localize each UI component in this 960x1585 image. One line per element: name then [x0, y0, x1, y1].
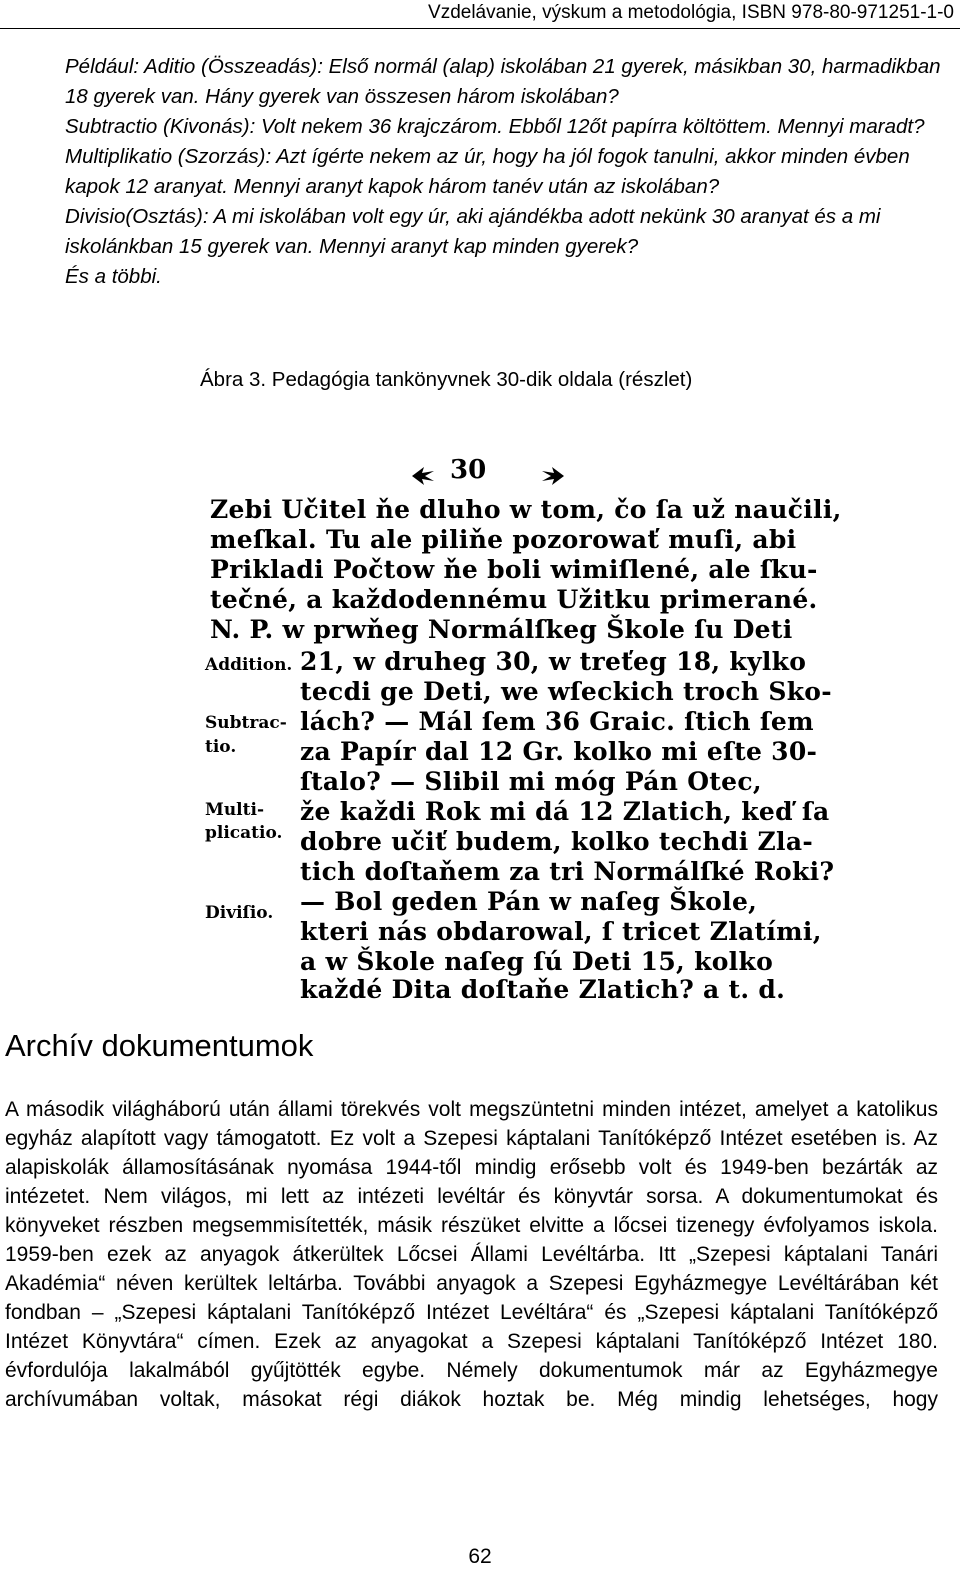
scan-line: dobre učiť budem, kolko techdi Zla-	[300, 827, 814, 856]
scan-line: — Bol geden Pán w naſeg Škole,	[300, 887, 758, 916]
example-list	[65, 52, 945, 292]
body-paragraph: A második világháború után állami törekvés volt megszüntetni minden intézet, amelyet a katolikus egyház alapított vagy támogatott. Ez volt a Szepesi káptalani Tanítóképző Intézet esetében is. Az alapiskolák államosításának nyomása 1944-től mindig erősebb volt és 1949-ben bezárták az intézetet. Nem világos, mi lett az intézeti levéltár és könyvtár sorsa. A dokumentumokat és könyveket részben megsemmisítették, másik részüket elvitte a lőcsei tizenegy évfolyamos iskola. 1959-ben ezek az anyagok átkerültek Lőcsei Állami Levéltárba. Itt „Szepesi káptalani Tanári Akadémia“ néven kerültek leltárba. További anyagok a Szepesi Egyházmegye Levéltárában két fondban – „Szepesi káptalani Tanítóképző Intézet Levéltára“ és „Szepesi káptalani Tanítóképző Intézet Könyvtára“ címen. Ezek az anyagokat a Szepesi káptalani Tanítóképző Intézet 180. évfordulója lakalmából gyűjtötték egybe. Némely dokumentumok már az Egyházmegye archívumában voltak, másokat régi diákok hoztak be. Még mindig lehetséges, hogy	[5, 1098, 938, 1411]
scan-margin-note: Addition.	[205, 655, 293, 675]
scan-page-number: 30	[450, 455, 487, 485]
figure-caption: Ábra 3. Pedagógia tankönyvnek 30-dik oldala (részlet)	[200, 368, 693, 391]
scan-line: meſkal. Tu ale piliňe pozorowať muſi, abi	[210, 525, 797, 554]
scan-line: ſtalo? — Slibil mi móg Pán Otec,	[300, 767, 762, 796]
scan-margin-note: Multi-	[205, 800, 265, 820]
scan-line: že každi Rok mi dá 12 Zlatich, keď ſa	[300, 797, 830, 826]
scan-margin-note: plicatio.	[205, 823, 283, 843]
example-division: Divisio(Osztás): A mi iskolában volt egy úr, aki ajándékba adott nekünk 30 aranyat és a mi iskolánkban 15 gyerek van. Mennyi aranyt kap minden gyerek?	[65, 205, 881, 258]
example-multiplication: Multiplikatio (Szorzás): Azt ígérte nekem az úr, hogy ha jól fogok tanulni, akkor minden évben kapok 12 aranyat. Mennyi aranyt kapok három tanév után az iskolában?	[65, 145, 910, 198]
page-number: 62	[468, 1545, 492, 1568]
example-addition: Például: Aditio (Összeadás): Első normál (alap) iskolában 21 gyerek, másikban 30, harmadikban 18 gyerek van. Hány gyerek van összesen három iskolában?	[65, 55, 941, 108]
scan-margin-note: Diviſio.	[205, 903, 274, 923]
scan-line: za Papír dal 12 Gr. kolko mi eſte 30-	[300, 737, 818, 766]
scan-margin-note: tio.	[205, 737, 237, 757]
example-etc: És a többi.	[65, 265, 162, 288]
scan-line: Zebi Učitel ňe dluho w tom, čo ſa už naučili,	[210, 495, 842, 524]
scan-line: tecdi ge Deti, we wſeckich troch Sko-	[300, 677, 832, 706]
scan-line: každé Dita doſtaňe Zlatich? a t. d.	[300, 975, 786, 1004]
example-subtraction: Subtractio (Kivonás): Volt nekem 36 krajczárom. Ebből 12őt papírra költöttem. Mennyi maradt?	[65, 115, 925, 138]
scan-line: 21, w druheg 30, w treťeg 18, kylko	[300, 647, 807, 676]
scan-line: tich doſtaňem za tri Normálſké Roki?	[300, 857, 835, 886]
section-title: Archív dokumentumok	[5, 1028, 314, 1063]
header-rule	[0, 28, 960, 29]
running-header: Vzdelávanie, výskum a metodológia, ISBN 978-80-971251-1-0	[428, 2, 954, 23]
scan-line: tečné, a každodennému Užitku primerané.	[210, 585, 818, 614]
scan-line: Prikladi Počtow ňe boli wimiſlené, ale ſku-	[210, 555, 818, 584]
fleuron-right-icon	[540, 463, 566, 489]
scan-line: lách? — Mál ſem 36 Graic. ſtich ſem	[300, 707, 814, 736]
fleuron-left-icon	[410, 463, 436, 489]
scan-line: N. P. w prwňeg Normálſkeg Škole ſu Deti	[210, 615, 793, 644]
scan-line: kteri nás obdarowal, ſ tricet Zlatími,	[300, 917, 822, 946]
scan-line: a w Škole naſeg ſú Deti 15, kolko	[300, 947, 774, 976]
scanned-textbook-page	[205, 455, 842, 1005]
scan-margin-note: Subtrac-	[205, 713, 287, 733]
